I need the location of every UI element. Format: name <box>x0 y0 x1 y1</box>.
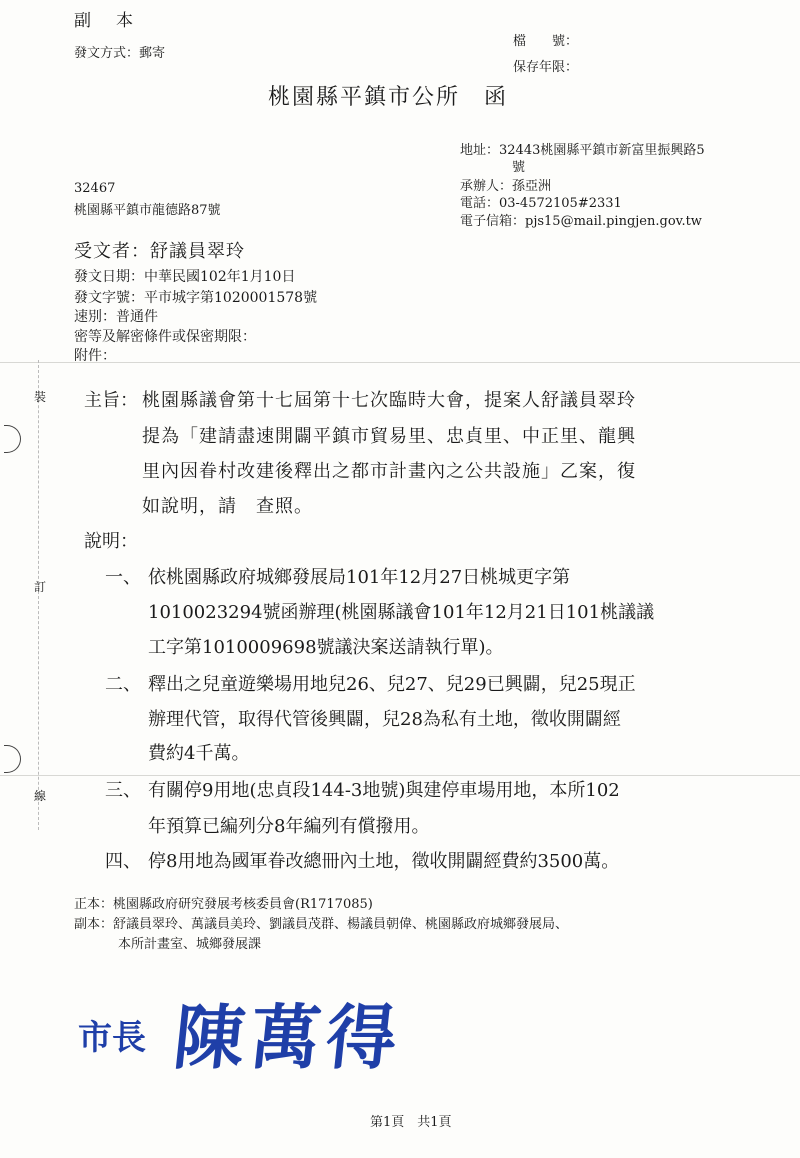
recipient-street: 桃園縣平鎮市龍德路87號 <box>74 203 221 218</box>
attachment: 附件： <box>74 348 116 364</box>
item-line: 釋出之兒童遊樂場用地兒26、兒27、兒29已興闢，兒25現正 <box>148 674 636 695</box>
subject-line: 桃園縣議會第十七屆第十七次臨時大會，提案人舒議員翠玲 <box>142 390 636 411</box>
copy-mark: 副 本 <box>74 11 137 31</box>
speed-class: 速別：普通件 <box>74 309 158 325</box>
copy-recipients-cont: 本所計畫室、城鄉發展課 <box>118 937 262 952</box>
item-number: 三、 <box>105 780 141 801</box>
item-line: 有關停9用地(忠貞段144-3地號)與建停車場用地，本所102 <box>148 780 620 801</box>
recipient-zip: 32467 <box>74 181 116 196</box>
item-number: 四、 <box>105 851 141 872</box>
punch-hole-icon <box>4 745 21 773</box>
item-line: 停8用地為國軍眷改總冊內土地，徵收開闢經費約3500萬。 <box>148 851 620 872</box>
sender-address-cont: 號 <box>512 160 526 175</box>
phone: 電話：03-4572105#2331 <box>460 196 622 211</box>
subject-line: 里內因眷村改建後釋出之都市計畫內之公共設施」乙案，復 <box>142 461 636 482</box>
keep-period: 保存年限： <box>513 60 579 75</box>
item-line: 費約4千萬。 <box>148 743 250 764</box>
item-number: 一、 <box>105 567 141 588</box>
original-recipient: 正本：桃園縣政府研究發展考核委員會(R1717085) <box>74 897 373 912</box>
item-line: 工字第1010009698號議決案送請執行單)。 <box>148 637 504 658</box>
item-line: 依桃園縣政府城鄉發展局101年12月27日桃城更字第 <box>148 567 571 588</box>
sender-address: 地址：32443桃園縣平鎮市新富里振興路5 <box>460 143 705 158</box>
item-line: 辦理代管，取得代管後興闢，兒28為私有土地，徵收開闢經 <box>148 709 621 730</box>
handler: 承辦人：孫亞洲 <box>460 179 552 194</box>
document-title: 桃園縣平鎮市公所 函 <box>268 85 509 110</box>
subject-label: 主旨： <box>84 390 138 411</box>
fold-line <box>0 362 800 363</box>
page-number: 第1頁 共1頁 <box>370 1115 452 1130</box>
subject-line: 如說明，請 查照。 <box>142 496 313 517</box>
signature-title: 市長 <box>78 1018 146 1058</box>
margin-mark-order: 訂 <box>34 580 47 594</box>
item-line: 年預算已編列分8年編列有償撥用。 <box>148 816 430 837</box>
signature-name: 陳萬得 <box>170 996 407 1079</box>
binding-guide-line <box>38 360 39 830</box>
recipient: 受文者：舒議員翠玲 <box>74 241 245 262</box>
punch-hole-icon <box>4 425 21 453</box>
send-method: 發文方式：郵寄 <box>74 46 166 61</box>
explanation-label: 說明： <box>84 531 138 552</box>
document-number: 發文字號：平市城字第1020001578號 <box>74 290 318 306</box>
issue-date: 發文日期：中華民國102年1月10日 <box>74 269 296 285</box>
file-number: 檔 號： <box>513 34 579 49</box>
margin-mark-line: 線 <box>34 789 47 803</box>
item-number: 二、 <box>105 674 141 695</box>
subject-line: 提為「建請盡速開闢平鎮市貿易里、忠貞里、中正里、龍興 <box>142 426 636 447</box>
email: 電子信箱：pjs15@mail.pingjen.gov.tw <box>460 214 702 229</box>
margin-mark-bind: 裝 <box>34 390 47 404</box>
secrecy-level: 密等及解密條件或保密期限： <box>74 329 256 345</box>
copy-recipients: 副本：舒議員翠玲、萬議員美玲、劉議員茂群、楊議員朝偉、桃園縣政府城鄉發展局、 <box>74 917 569 932</box>
item-line: 1010023294號函辦理(桃園縣議會101年12月21日101桃議議 <box>148 602 655 623</box>
